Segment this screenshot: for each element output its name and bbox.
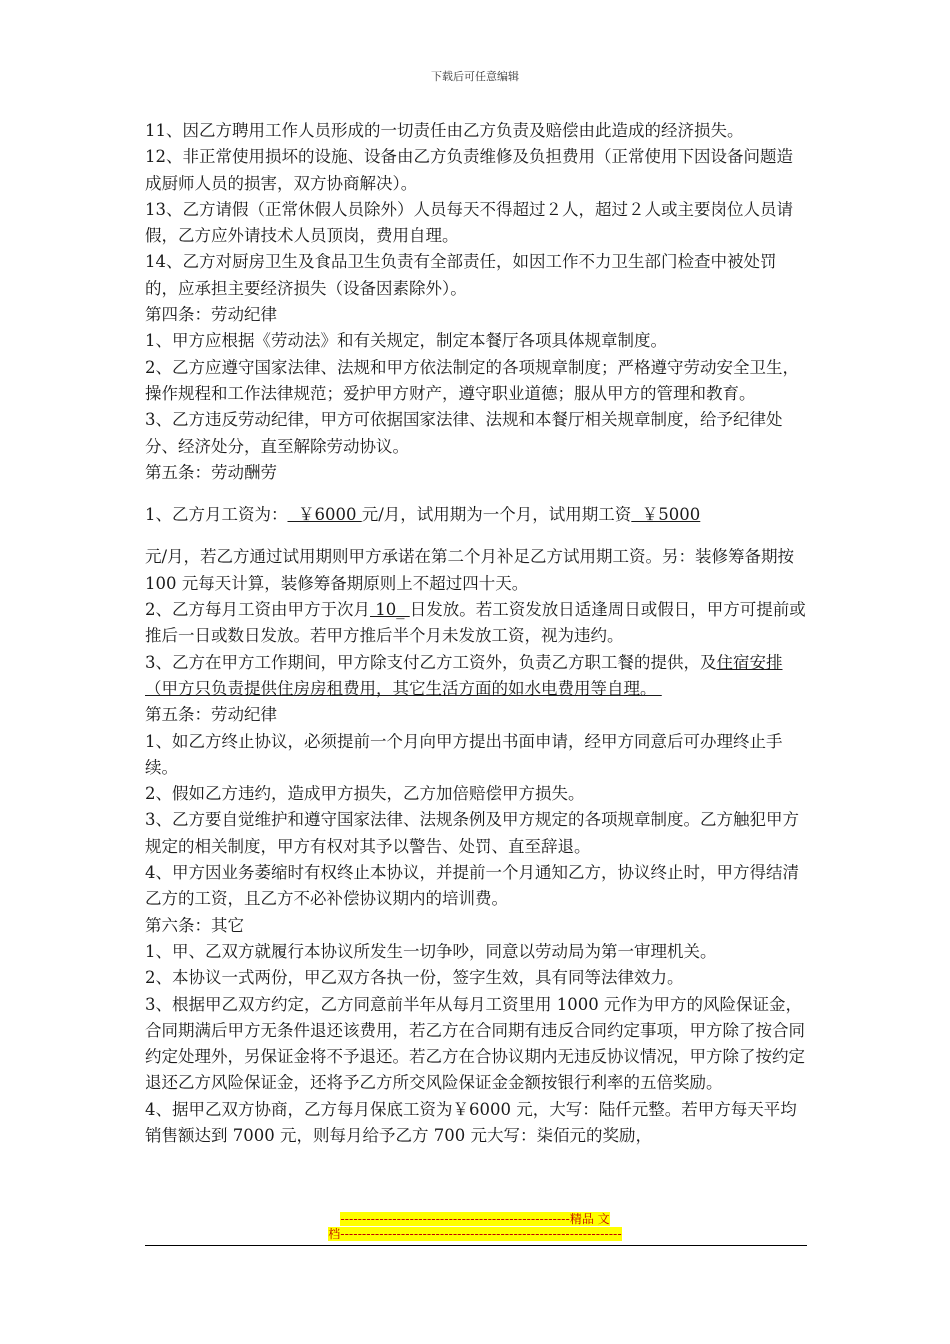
benefits-clause <box>145 650 807 703</box>
other-item-3: 3、根据甲乙双方约定，乙方同意前半年从每月工资里用 1000 元作为甲方的风险保证金，合同期满后甲方无条件退还该费用，若乙方在合同期有违反合同约定事项，甲方除了按合同约定处理外，另保证金将不予退还。若乙方在合协议期内无违反协议情况，甲方除了按约定退还乙方风险保证金，还将予乙方所交风险保证金金额按银行利率的五倍奖励。 <box>145 994 805 1093</box>
other-item-2: 2、本协议一式两份，甲乙双方各执一份，签字生效，具有同等法律效力。 <box>145 968 684 988</box>
monthly-salary-value: ￥6000 <box>287 505 362 525</box>
paragraph-gap <box>145 486 807 502</box>
clause-14: 14、乙方对厨房卫生及食品卫生负责有全部责任，如因工作不力卫生部门检查中被处罚的，应承担主要经济损失（设备因素除外）。 <box>145 252 777 298</box>
footer-text-1: -----------------------------------------------------精品 文 <box>340 1212 610 1226</box>
footer-watermark-line2 <box>0 1227 950 1242</box>
page-header: 下载后可任意编辑 <box>431 70 519 83</box>
payday-clause <box>145 597 807 650</box>
article4-item-3: 3、乙方违反劳动纪律，甲方可依据国家法律、法规和本餐厅相关规章制度，给予纪律处分、经济处分，直至解除劳动协议。 <box>145 410 783 456</box>
salary-clause <box>145 502 807 528</box>
salary-text-a: 1、乙方月工资为： <box>145 505 288 525</box>
article4-item-1: 1、甲方应根据《劳动法》和有关规定，制定本餐厅各项具体规章制度。 <box>145 331 667 351</box>
discipline-item-2: 2、假如乙方违约，造成甲方损失，乙方加倍赔偿甲方损失。 <box>145 784 585 804</box>
trial-salary-value: ￥5000 <box>631 505 701 525</box>
discipline-item-3: 3、乙方要自觉维护和遵守国家法律、法规条例及甲方规定的各项规章制度。乙方触犯甲方规定的相关制度，甲方有权对其予以警告、处罚、直至辞退。 <box>145 810 799 856</box>
section-heading-5a: 第五条：劳动酬劳 <box>145 462 277 482</box>
payday-text-a: 2、乙方每月工资由甲方于次月 <box>145 600 370 620</box>
salary-clause-cont: 元/月，若乙方通过试用期则甲方承诺在第二个月补足乙方试用期工资。另：装修筹备期按 100 元每天计算，装修筹备期原则上不超过四十天。 <box>145 547 800 593</box>
benefits-text-a: 3、乙方在甲方工作期间，甲方除支付乙方工资外，负责乙方职工餐的提供，及 <box>145 652 717 672</box>
footer-rule <box>145 1245 807 1246</box>
clause-11: 11、因乙方聘用工作人员形成的一切责任由乙方负责及赔偿由此造成的经济损失。 <box>145 121 744 140</box>
payday-value: 10_ <box>370 600 410 620</box>
clause-12: 12、非正常使用损坏的设施、设备由乙方负责维修及负担费用（正常使用下因设备问题造成厨师人员的损害，双方协商解决）。 <box>145 147 793 193</box>
clause-13: 13、乙方请假（正常休假人员除外）人员每天不得超过２人，超过２人或主要岗位人员请假，乙方应外请技术人员顶岗，费用自理。 <box>145 199 793 246</box>
document-body <box>145 118 807 1149</box>
salary-text-b: 元/月，试用期为一个月，试用期工资 <box>361 505 632 525</box>
paragraph-gap <box>145 528 807 544</box>
footer-watermark-line1 <box>0 1212 950 1227</box>
discipline-item-4: 4、甲方因业务萎缩时有权终止本协议，并提前一个月通知乙方，协议终止时，甲方得结清乙方的工资，且乙方不必补偿协议期内的培训费。 <box>145 863 799 909</box>
other-item-1: 1、甲、乙双方就履行本协议所发生一切争吵，同意以劳动局为第一审理机关。 <box>145 941 717 961</box>
article4-item-2: 2、乙方应遵守国家法律、法规和甲方依法制定的各项规章制度；严格遵守劳动安全卫生，操作规程和工作法律规范；爱护甲方财产，遵守职业道德；服从甲方的管理和教育。 <box>145 357 799 403</box>
payday-text-b: 日发放。若工资发放日适逢周日或假日，甲方可提前或推后一日或数日发放。若甲方推后半个月未发放工资，视为违约。 <box>145 600 806 646</box>
section-heading-4: 第四条：劳动纪律 <box>145 305 277 325</box>
discipline-item-1: 1、如乙方终止协议，必须提前一个月向甲方提出书面申请，经甲方同意后可办理终止手续。 <box>145 731 783 777</box>
footer-text-2: 档----------------------------------------------------------------- <box>328 1227 622 1241</box>
section-heading-6: 第六条：其它 <box>145 915 244 935</box>
other-item-4: 4、据甲乙双方协商，乙方每月保底工资为￥6000 元，大写：陆仟元整。若甲方每天平均销售额达到 7000 元，则每月给予乙方 700 元大写：柒佰元的奖励， <box>145 1099 797 1145</box>
housing-arrangement: 住宿安排（甲方只负责提供住房房租费用，其它生活方面的如水电费用等自理。 <box>145 652 783 698</box>
section-heading-5b: 第五条：劳动纪律 <box>145 705 277 725</box>
